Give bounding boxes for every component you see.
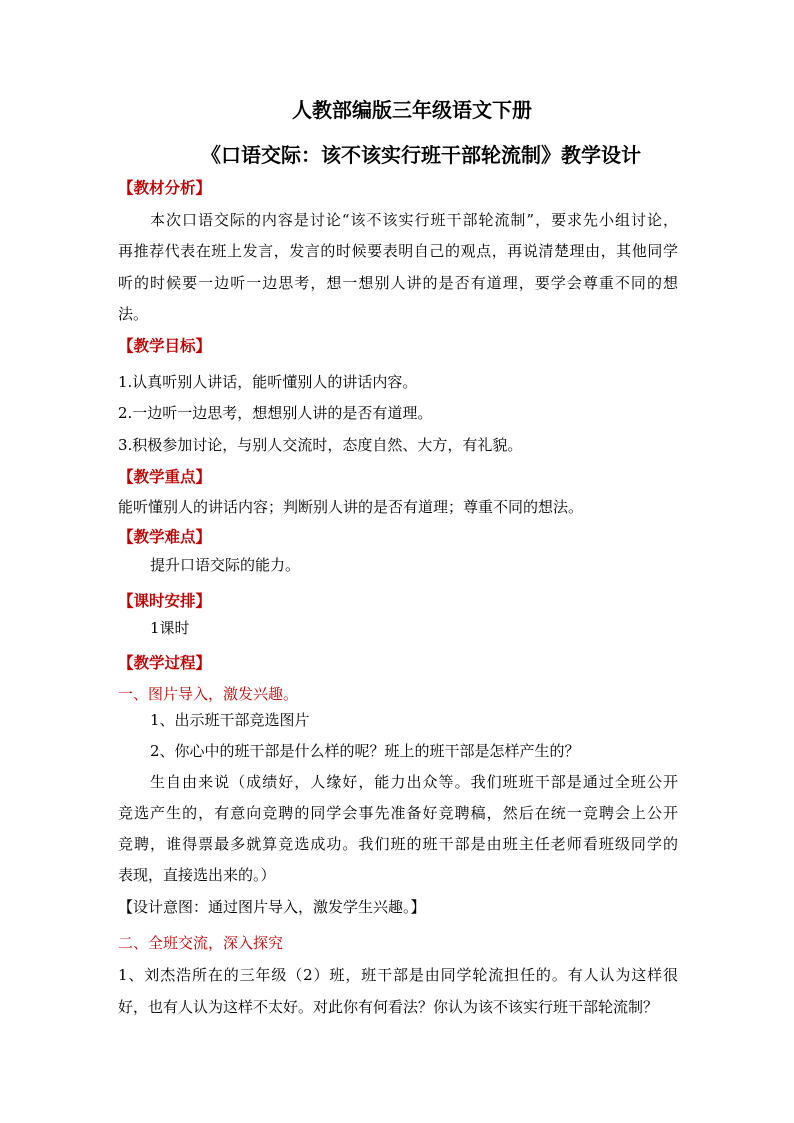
paragraph-line: 法。: [118, 305, 149, 323]
schedule-text: 1课时: [150, 619, 190, 637]
design-intent: 【设计意图：通过图片导入，激发学生兴趣。】: [118, 898, 426, 916]
process-step: 1、出示班干部竞选图片: [150, 711, 310, 729]
goal-item: 1.认真听别人讲话，能听懂别人的讲话内容。: [118, 373, 418, 391]
document-title: 人教部编版三年级语文下册: [292, 98, 532, 122]
process-step: 2、你心中的班干部是什么样的呢？班上的班干部是怎样产生的？: [150, 742, 580, 760]
paragraph-line: 再推荐代表在班上发言，发言的时候要表明自己的观点，再说清楚理由，其他同学: [118, 242, 678, 260]
answer-line: 竞聘，谁得票最多就算竞选成功。我们班的班干部是由班主任老师看班级同学的: [118, 835, 678, 853]
difficulties-text: 提升口语交际的能力。: [150, 556, 301, 574]
answer-line: 表现，直接选出来的。）: [118, 866, 276, 884]
process-part2-title: 二、全班交流，深入探究: [118, 934, 284, 952]
goal-item: 3.积极参加讨论，与别人交流时，态度自然、大方，有礼貌。: [118, 436, 523, 454]
answer-line: 竞选产生的，有意向竞聘的同学会事先准备好竞聘稿，然后在统一竞聘会上公开: [118, 804, 678, 822]
process-part1-title: 一、图片导入，激发兴趣。: [118, 685, 299, 703]
paragraph-line: 听的时候要一边听一边思考，想一想别人讲的是否有道理，要学会尊重不同的想: [118, 274, 678, 292]
paragraph-line: 1、刘杰浩所在的三年级（2）班，班干部是由同学轮流担任的。有人认为这样很: [118, 966, 678, 984]
key-points-text: 能听懂别人的讲话内容；判断别人讲的是否有道理；尊重不同的想法。: [118, 498, 584, 516]
heading-key-points: 【教学重点】: [118, 467, 212, 486]
heading-teaching-goals: 【教学目标】: [118, 336, 212, 355]
heading-difficulties: 【教学难点】: [118, 527, 212, 546]
heading-teaching-process: 【教学过程】: [118, 653, 212, 672]
document-subtitle: 《口语交际：该不该实行班干部轮流制》教学设计: [201, 143, 641, 167]
heading-schedule: 【课时安排】: [118, 591, 212, 610]
heading-textbook-analysis: 【教材分析】: [118, 178, 212, 197]
paragraph-line: 好，也有人认为这样不太好。对此你有何看法？你认为该不该实行班干部轮流制？: [118, 998, 659, 1016]
paragraph-line: 本次口语交际的内容是讨论“该不该实行班干部轮流制”，要求先小组讨论，: [150, 211, 678, 229]
goal-item: 2.一边听一边思考，想想别人讲的是否有道理。: [118, 404, 433, 422]
answer-line: 生自由来说（成绩好，人缘好，能力出众等。我们班班干部是通过全班公开: [150, 773, 678, 791]
